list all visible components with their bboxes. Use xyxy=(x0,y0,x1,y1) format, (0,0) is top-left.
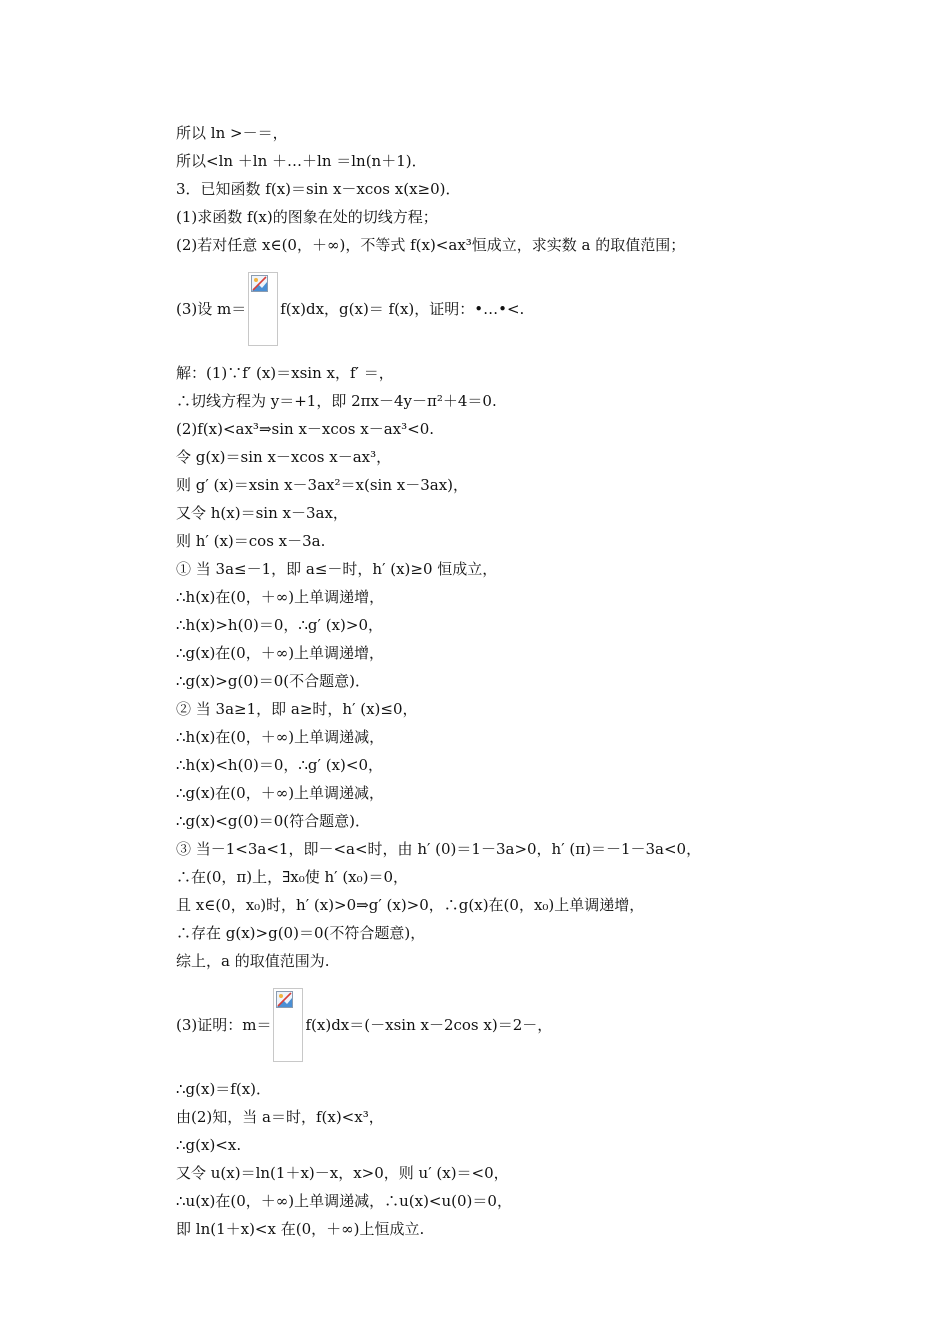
text-line: ∴h(x)>h(0)＝0，∴g′ (x)>0， xyxy=(176,616,383,634)
broken-image-icon xyxy=(276,991,293,1008)
text-line: ∴切线方程为 y＝+1，即 2πx－4y－π²＋4＝0. xyxy=(176,392,497,410)
text-line: ① 当 3a≤－1，即 a≤－时，h′ (x)≥0 恒成立， xyxy=(176,560,498,578)
text-body xyxy=(176,119,916,1243)
text-line: ∴g(x)在(0，＋∞)上单调递增， xyxy=(176,644,385,662)
text-line: 且 x∈(0，x₀)时，h′ (x)>0⇒g′ (x)>0，∴g(x)在(0，x₀)上单调递增， xyxy=(176,896,645,914)
broken-image-placeholder xyxy=(273,988,303,1062)
text-line: ∴u(x)在(0，＋∞)上单调递减，∴u(x)<u(0)＝0， xyxy=(176,1192,512,1210)
text-line: ∴g(x)在(0，＋∞)上单调递减， xyxy=(176,784,385,802)
text-line: (1)求函数 f(x)的图象在处的切线方程； xyxy=(176,208,438,226)
text-line: 综上，a 的取值范围为. xyxy=(176,952,330,970)
text-line: 解：(1)∵f′ (x)＝xsin x，f′ ＝， xyxy=(176,364,394,382)
text-line-with-image xyxy=(176,259,916,359)
text-line: ∴在(0，π)上，∃x₀使 h′ (x₀)＝0， xyxy=(176,868,409,886)
text-line: 所以 ln >－＝， xyxy=(176,124,288,142)
text-line: 即 ln(1＋x)<x 在(0，＋∞)上恒成立. xyxy=(176,1220,425,1238)
text-line: ∴g(x)＝f(x)． xyxy=(176,1080,272,1098)
text-line: ② 当 3a≥1，即 a≥时，h′ (x)≤0， xyxy=(176,700,418,718)
text-line-with-image xyxy=(176,975,916,1075)
text-line: 令 g(x)＝sin x－xcos x－ax³， xyxy=(176,448,392,466)
line-text-after-image: f(x)dx，g(x)＝ f(x)，证明：•…•<. xyxy=(280,300,525,318)
text-line: ∴g(x)<g(0)＝0(符合题意)． xyxy=(176,812,370,830)
text-line: 由(2)知，当 a＝时，f(x)<x³， xyxy=(176,1108,384,1126)
text-line: ∴存在 g(x)>g(0)＝0(不符合题意)， xyxy=(176,924,426,942)
text-line: (2)若对任意 x∈(0，＋∞)，不等式 f(x)<ax³恒成立，求实数 a 的取值范围； xyxy=(176,236,686,254)
line-text-before-image: (3)证明：m＝ xyxy=(176,1016,272,1034)
text-line: ∴h(x)在(0，＋∞)上单调递增， xyxy=(176,588,385,606)
text-line: 所以<ln ＋ln ＋…＋ln ＝ln(n＋1)． xyxy=(176,152,427,170)
text-line: 则 h′ (x)＝cos x－3a. xyxy=(176,532,326,550)
text-line: ∴h(x)在(0，＋∞)上单调递减， xyxy=(176,728,385,746)
text-line: 又令 u(x)＝ln(1＋x)－x，x>0，则 u′ (x)＝<0， xyxy=(176,1164,509,1182)
text-line: ∴g(x)<x. xyxy=(176,1136,242,1154)
text-line: ∴g(x)>g(0)＝0(不合题意)． xyxy=(176,672,370,690)
broken-image-placeholder xyxy=(248,272,278,346)
text-line: 又令 h(x)＝sin x－3ax， xyxy=(176,504,348,522)
line-text-after-image: f(x)dx＝(－xsin x－2cos x)＝2－， xyxy=(305,1016,553,1034)
broken-image-icon xyxy=(251,275,268,292)
text-line: 3．已知函数 f(x)＝sin x－xcos x(x≥0)． xyxy=(176,180,461,198)
line-text-before-image: (3)设 m＝ xyxy=(176,300,247,318)
text-line: ∴h(x)<h(0)＝0，∴g′ (x)<0， xyxy=(176,756,383,774)
text-line: ③ 当－1<3a<1，即－<a<时，由 h′ (0)＝1－3a>0，h′ (π)＝－1－3a<0， xyxy=(176,840,702,858)
text-line: 则 g′ (x)＝xsin x－3ax²＝x(sin x－3ax)， xyxy=(176,476,469,494)
text-line: (2)f(x)<ax³⇒sin x－xcos x－ax³<0. xyxy=(176,420,435,438)
